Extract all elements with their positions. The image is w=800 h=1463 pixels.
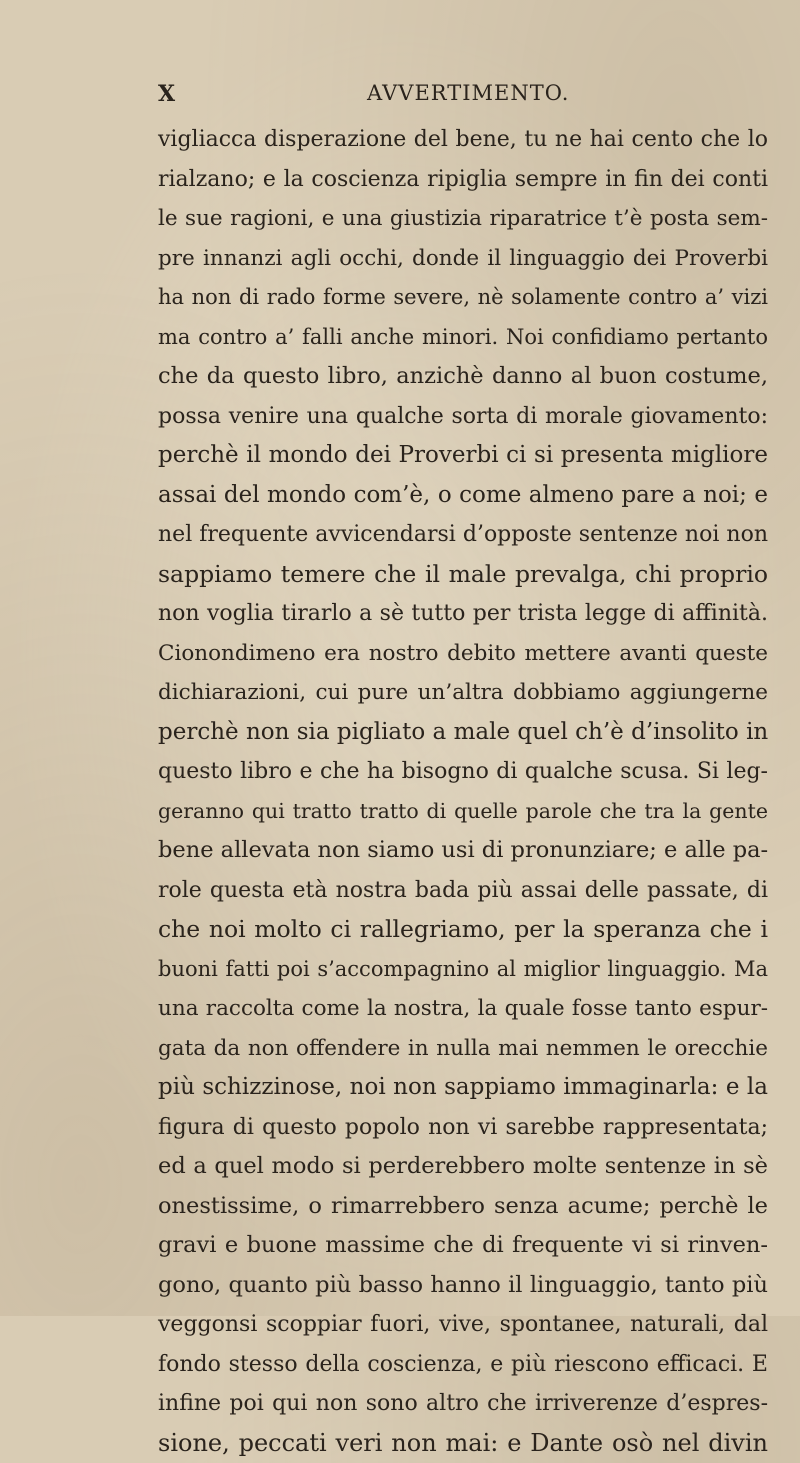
- text-line: che da questo libro, anzichè danno al buon costume,: [158, 357, 768, 397]
- text-line: role questa età nostra bada più assai delle passate, di: [158, 871, 768, 911]
- text-line: perchè non sia pigliato a male quel ch’è d’insolito in: [158, 713, 768, 753]
- text-line: più schizzinose, noi non sappiamo immaginarla: e la: [158, 1068, 768, 1108]
- text-line: fondo stesso della coscienza, e più riescono efficaci. E: [158, 1345, 768, 1385]
- text-line: gravi e buone massime che di frequente vi si rinven-: [158, 1226, 768, 1266]
- text-line: ed a quel modo si perderebbero molte sentenze in sè: [158, 1147, 768, 1187]
- text-line: che noi molto ci rallegriamo, per la speranza che i: [158, 910, 768, 950]
- text-line: bene allevata non siamo usi di pronunziare; e alle pa-: [158, 831, 768, 871]
- running-head: AVVERTIMENTO.: [367, 81, 569, 105]
- text-line: possa venire una qualche sorta di morale giovamento:: [158, 397, 768, 437]
- text-line: questo libro e che ha bisogno di qualche scusa. Si leg-: [158, 752, 768, 792]
- text-line: dichiarazioni, cui pure un’altra dobbiamo aggiungerne: [158, 673, 768, 713]
- text-line: vigliacca disperazione del bene, tu ne hai cento che lo: [158, 120, 768, 160]
- text-line: sappiamo temere che il male prevalga, chi proprio: [158, 555, 768, 595]
- text-line: gono, quanto più basso hanno il linguaggio, tanto più: [158, 1266, 768, 1306]
- text-line: le sue ragioni, e una giustizia riparatrice t’è posta sem-: [158, 199, 768, 239]
- text-line: infine poi qui non sono altro che irriverenze d’espres-: [158, 1384, 768, 1424]
- text-line: veggonsi scoppiar fuori, vive, spontanee, naturali, dal: [158, 1305, 768, 1345]
- text-line: geranno qui tratto tratto di quelle parole che tra la gente: [158, 792, 768, 832]
- text-line: pre innanzi agli occhi, donde il linguaggio dei Proverbi: [158, 239, 768, 279]
- text-line: ma contro a’ falli anche minori. Noi confidiamo pertanto: [158, 318, 768, 358]
- text-line: Cionondimeno era nostro debito mettere avanti queste: [158, 634, 768, 674]
- text-line: rialzano; e la coscienza ripiglia sempre in fin dei conti: [158, 160, 768, 200]
- text-line: perchè il mondo dei Proverbi ci si presenta migliore: [158, 436, 768, 476]
- text-line: assai del mondo com’è, o come almeno pare a noi; e: [158, 476, 768, 516]
- body-text: [158, 120, 768, 1463]
- text-line: sione, peccati veri non mai: e Dante osò nel divin: [158, 1424, 768, 1463]
- text-line: una raccolta come la nostra, la quale fosse tanto espur-: [158, 989, 768, 1029]
- text-line: buoni fatti poi s’accompagnino al miglior linguaggio. Ma: [158, 950, 768, 990]
- text-line: nel frequente avvicendarsi d’opposte sentenze noi non: [158, 515, 768, 555]
- text-line: non voglia tirarlo a sè tutto per trista legge di affinità.: [158, 594, 768, 634]
- text-line: ha non di rado forme severe, nè solamente contro a’ vizi: [158, 278, 768, 318]
- text-line: figura di questo popolo non vi sarebbe rappresentata;: [158, 1108, 768, 1148]
- text-line: gata da non offendere in nulla mai nemmen le orecchie: [158, 1029, 768, 1069]
- text-line: onestissime, o rimarrebbero senza acume; perchè le: [158, 1187, 768, 1227]
- page-number: X: [158, 81, 175, 107]
